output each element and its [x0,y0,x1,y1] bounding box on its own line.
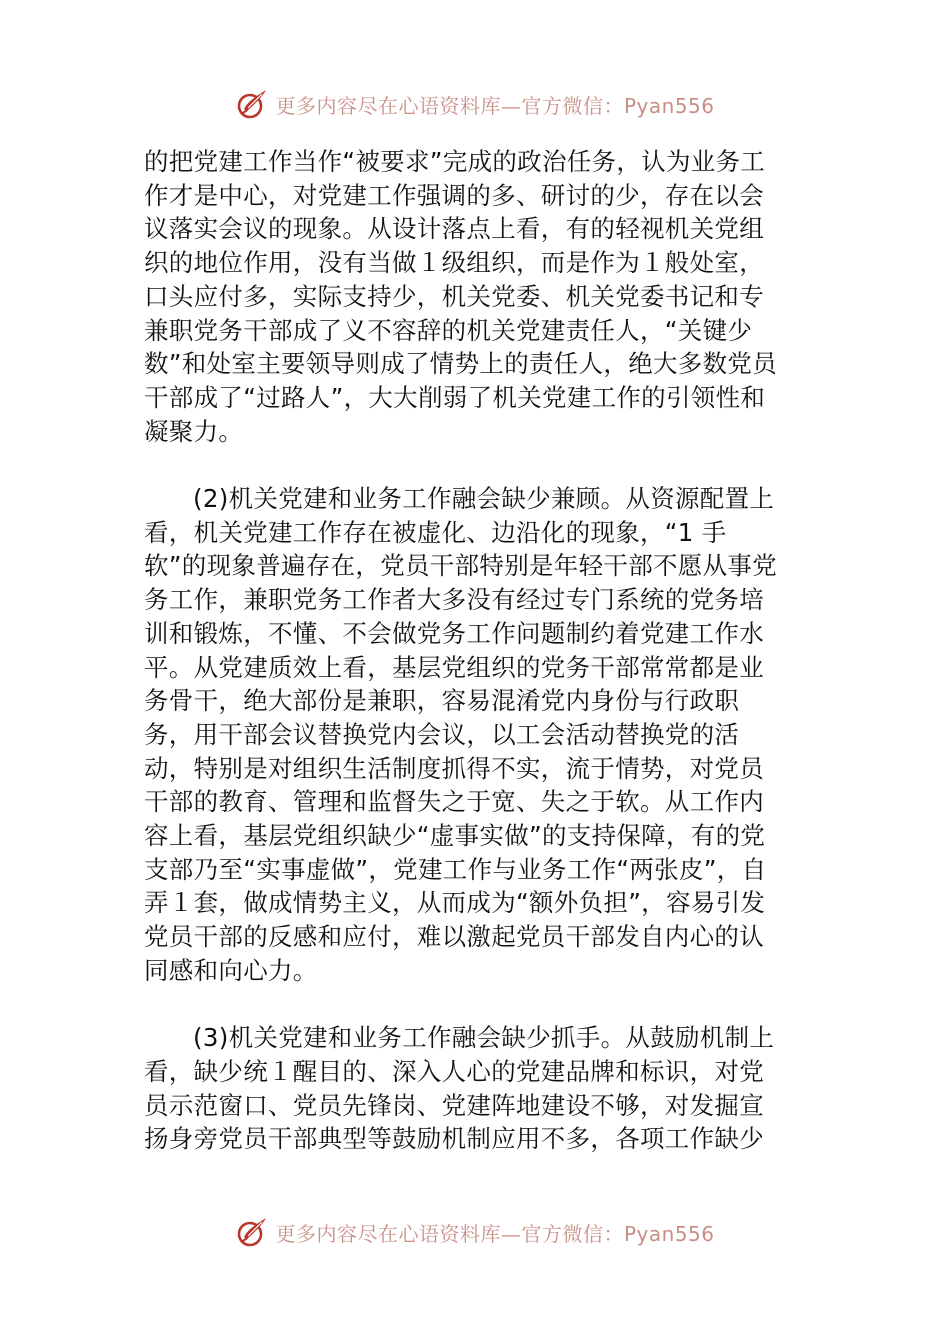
footer-banner-cn: 更多内容尽在心语资料库—官方微信： [275,1221,624,1246]
header-banner [0,84,950,124]
quill-pen-logo-icon [235,1214,271,1250]
paragraph-gap [144,448,784,482]
paragraph-3: (3)机关党建和业务工作融会缺少抓手。从鼓励机制上看，缺少统１醒目的、深入人心的党建品牌和标识，对党员示范窗口、党员先锋岗、党建阵地建设不够，对发掘宣扬身旁党员干部典型等鼓励机制应用不多，各项工作缺少 [144,1023,775,1154]
paragraph-gap [144,988,784,1022]
paragraph-2: (2)机关党建和业务工作融会缺少兼顾。从资源配置上看，机关党建工作存在被虚化、边沿化的现象，“1 手软”的现象普遍存在，党员干部特别是年轻干部不愿从事党务工作，兼职党务工作者大多没有经过专门系统的党务培训和锻炼，不懂、不会做党务工作问题制约着党建工作水平。从党建质效上看，基层党组织的党务干部常常都是业务骨干，绝大部份是兼职，容易混淆党内身份与行政职务，用干部会议替换党内会议，以工会活动替换党的活动，特别是对组织生活制度抓得不实，流于情势，对党员干部的教育、管理和监督失之于宽、失之于软。从工作内容上看，基层党组织缺少“虚事实做”的支持保障，有的党支部乃至“实事虚做”，党建工作与业务工作“两张皮”，自弄１套，做成情势主义，从而成为“额外负担”，容易引发党员干部的反感和应付，难以激起党员干部发自内心的认同感和向心力。 [144,484,777,985]
header-banner-wechat-id: Pyan556 [623,93,715,118]
header-banner-text [275,90,714,119]
footer-banner-text [275,1218,714,1247]
footer-banner-wechat-id: Pyan556 [623,1221,715,1246]
paragraph-1: 的把党建工作当作“被要求”完成的政治任务，认为业务工作才是中心，对党建工作强调的多、研讨的少，存在以会议落实会议的现象。从设计落点上看，有的轻视机关党组织的地位作用，没有当做１级组织，而是作为１般处室，口头应付多，实际支持少，机关党委、机关党委书记和专兼职党务干部成了义不容辞的机关党建责任人，“关键少数”和处室主要领导则成了情势上的责任人，绝大多数党员干部成了“过路人”，大大削弱了机关党建工作的引领性和凝聚力。 [144,147,777,446]
quill-pen-logo-icon [235,86,271,122]
document-body [144,145,784,1156]
header-banner-cn: 更多内容尽在心语资料库—官方微信： [275,93,624,118]
footer-banner [0,1212,950,1252]
